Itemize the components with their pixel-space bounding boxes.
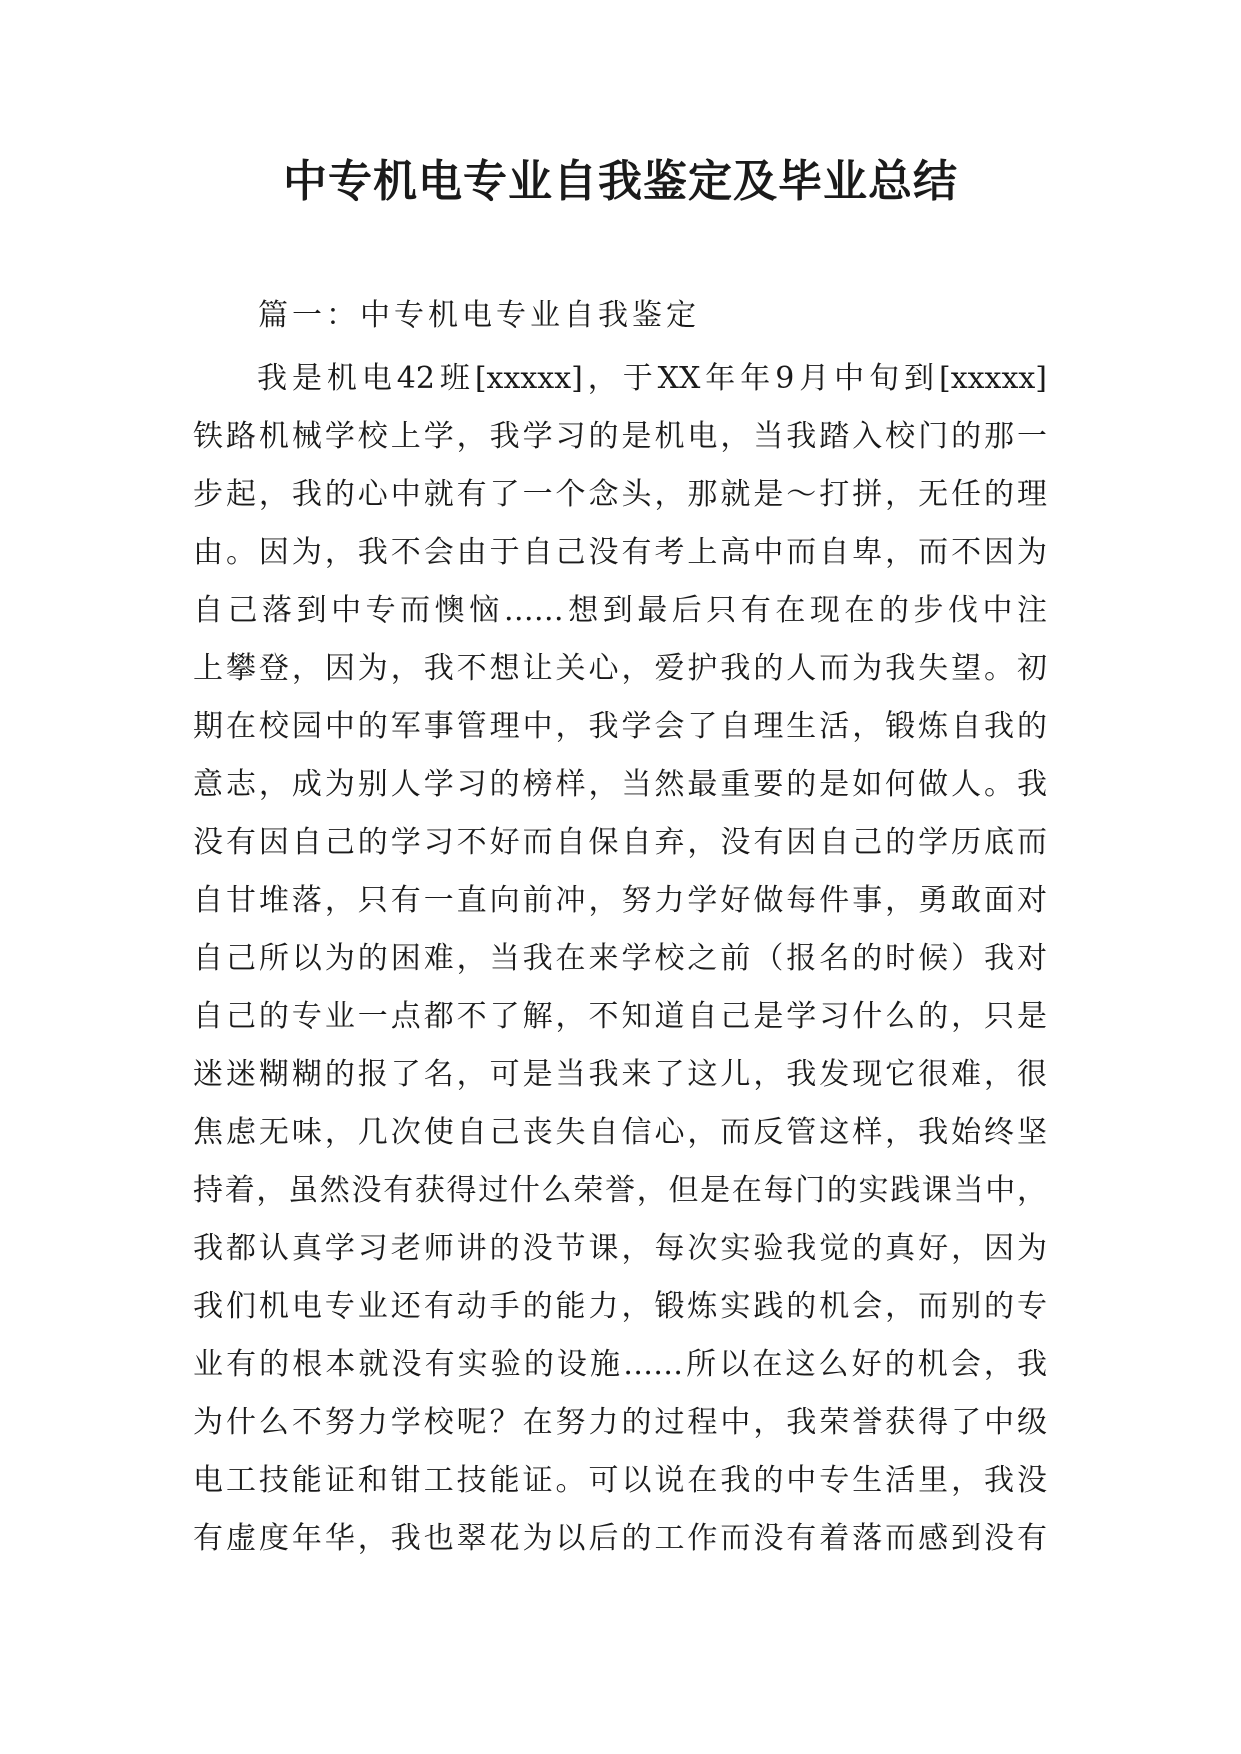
text-line: 自甘堆落，只有一直向前冲，努力学好做每件事，勇敢面对 <box>193 883 1047 918</box>
text-line: 电工技能证和钳工技能证。可以说在我的中专生活里，我没 <box>193 1463 1047 1498</box>
text-line: 没有因自己的学习不好而自保自弃，没有因自己的学历底而 <box>193 825 1047 860</box>
text-line: 期在校园中的军事管理中，我学会了自理生活，锻炼自我的 <box>193 709 1047 744</box>
document-title: 中专机电专业自我鉴定及毕业总结 <box>283 156 958 207</box>
section-heading: 篇一：中专机电专业自我鉴定 <box>258 298 700 333</box>
text-line: 有虚度年华，我也翠花为以后的工作而没有着落而感到没有 <box>193 1521 1047 1556</box>
text-line: 业有的根本就没有实验的设施……所以在这么好的机会，我 <box>193 1347 1047 1382</box>
text-line: 为什么不努力学校呢？在努力的过程中，我荣誉获得了中级 <box>193 1405 1047 1440</box>
text-line: 焦虑无味，几次使自己丧失自信心，而反管这样，我始终坚 <box>193 1115 1047 1150</box>
text-line: 自己所以为的困难，当我在来学校之前（报名的时候）我对 <box>193 941 1047 976</box>
text-line: 持着，虽然没有获得过什么荣誉，但是在每门的实践课当中， <box>193 1173 1047 1208</box>
body-paragraph <box>193 350 1047 1568</box>
text-line: 由。因为，我不会由于自己没有考上高中而自卑，而不因为 <box>193 535 1047 570</box>
text-line: 铁路机械学校上学，我学习的是机电，当我踏入校门的那一 <box>193 419 1047 454</box>
text-line: 我们机电专业还有动手的能力，锻炼实践的机会，而别的专 <box>193 1289 1047 1324</box>
text-line: 我是机电42班[xxxxx]，于XX年年9月中旬到[xxxxx] <box>257 361 1047 396</box>
text-line: 步起，我的心中就有了一个念头，那就是～打拼，无任的理 <box>193 477 1047 512</box>
text-line: 上攀登，因为，我不想让关心，爱护我的人而为我失望。初 <box>193 651 1047 686</box>
text-line: 意志，成为别人学习的榜样，当然最重要的是如何做人。我 <box>193 767 1047 802</box>
text-line: 自己落到中专而懊恼……想到最后只有在现在的步伐中注 <box>193 593 1047 628</box>
text-line: 迷迷糊糊的报了名，可是当我来了这儿，我发现它很难，很 <box>193 1057 1047 1092</box>
text-line: 自己的专业一点都不了解，不知道自己是学习什么的，只是 <box>193 999 1047 1034</box>
text-line: 我都认真学习老师讲的没节课，每次实验我觉的真好，因为 <box>193 1231 1047 1266</box>
